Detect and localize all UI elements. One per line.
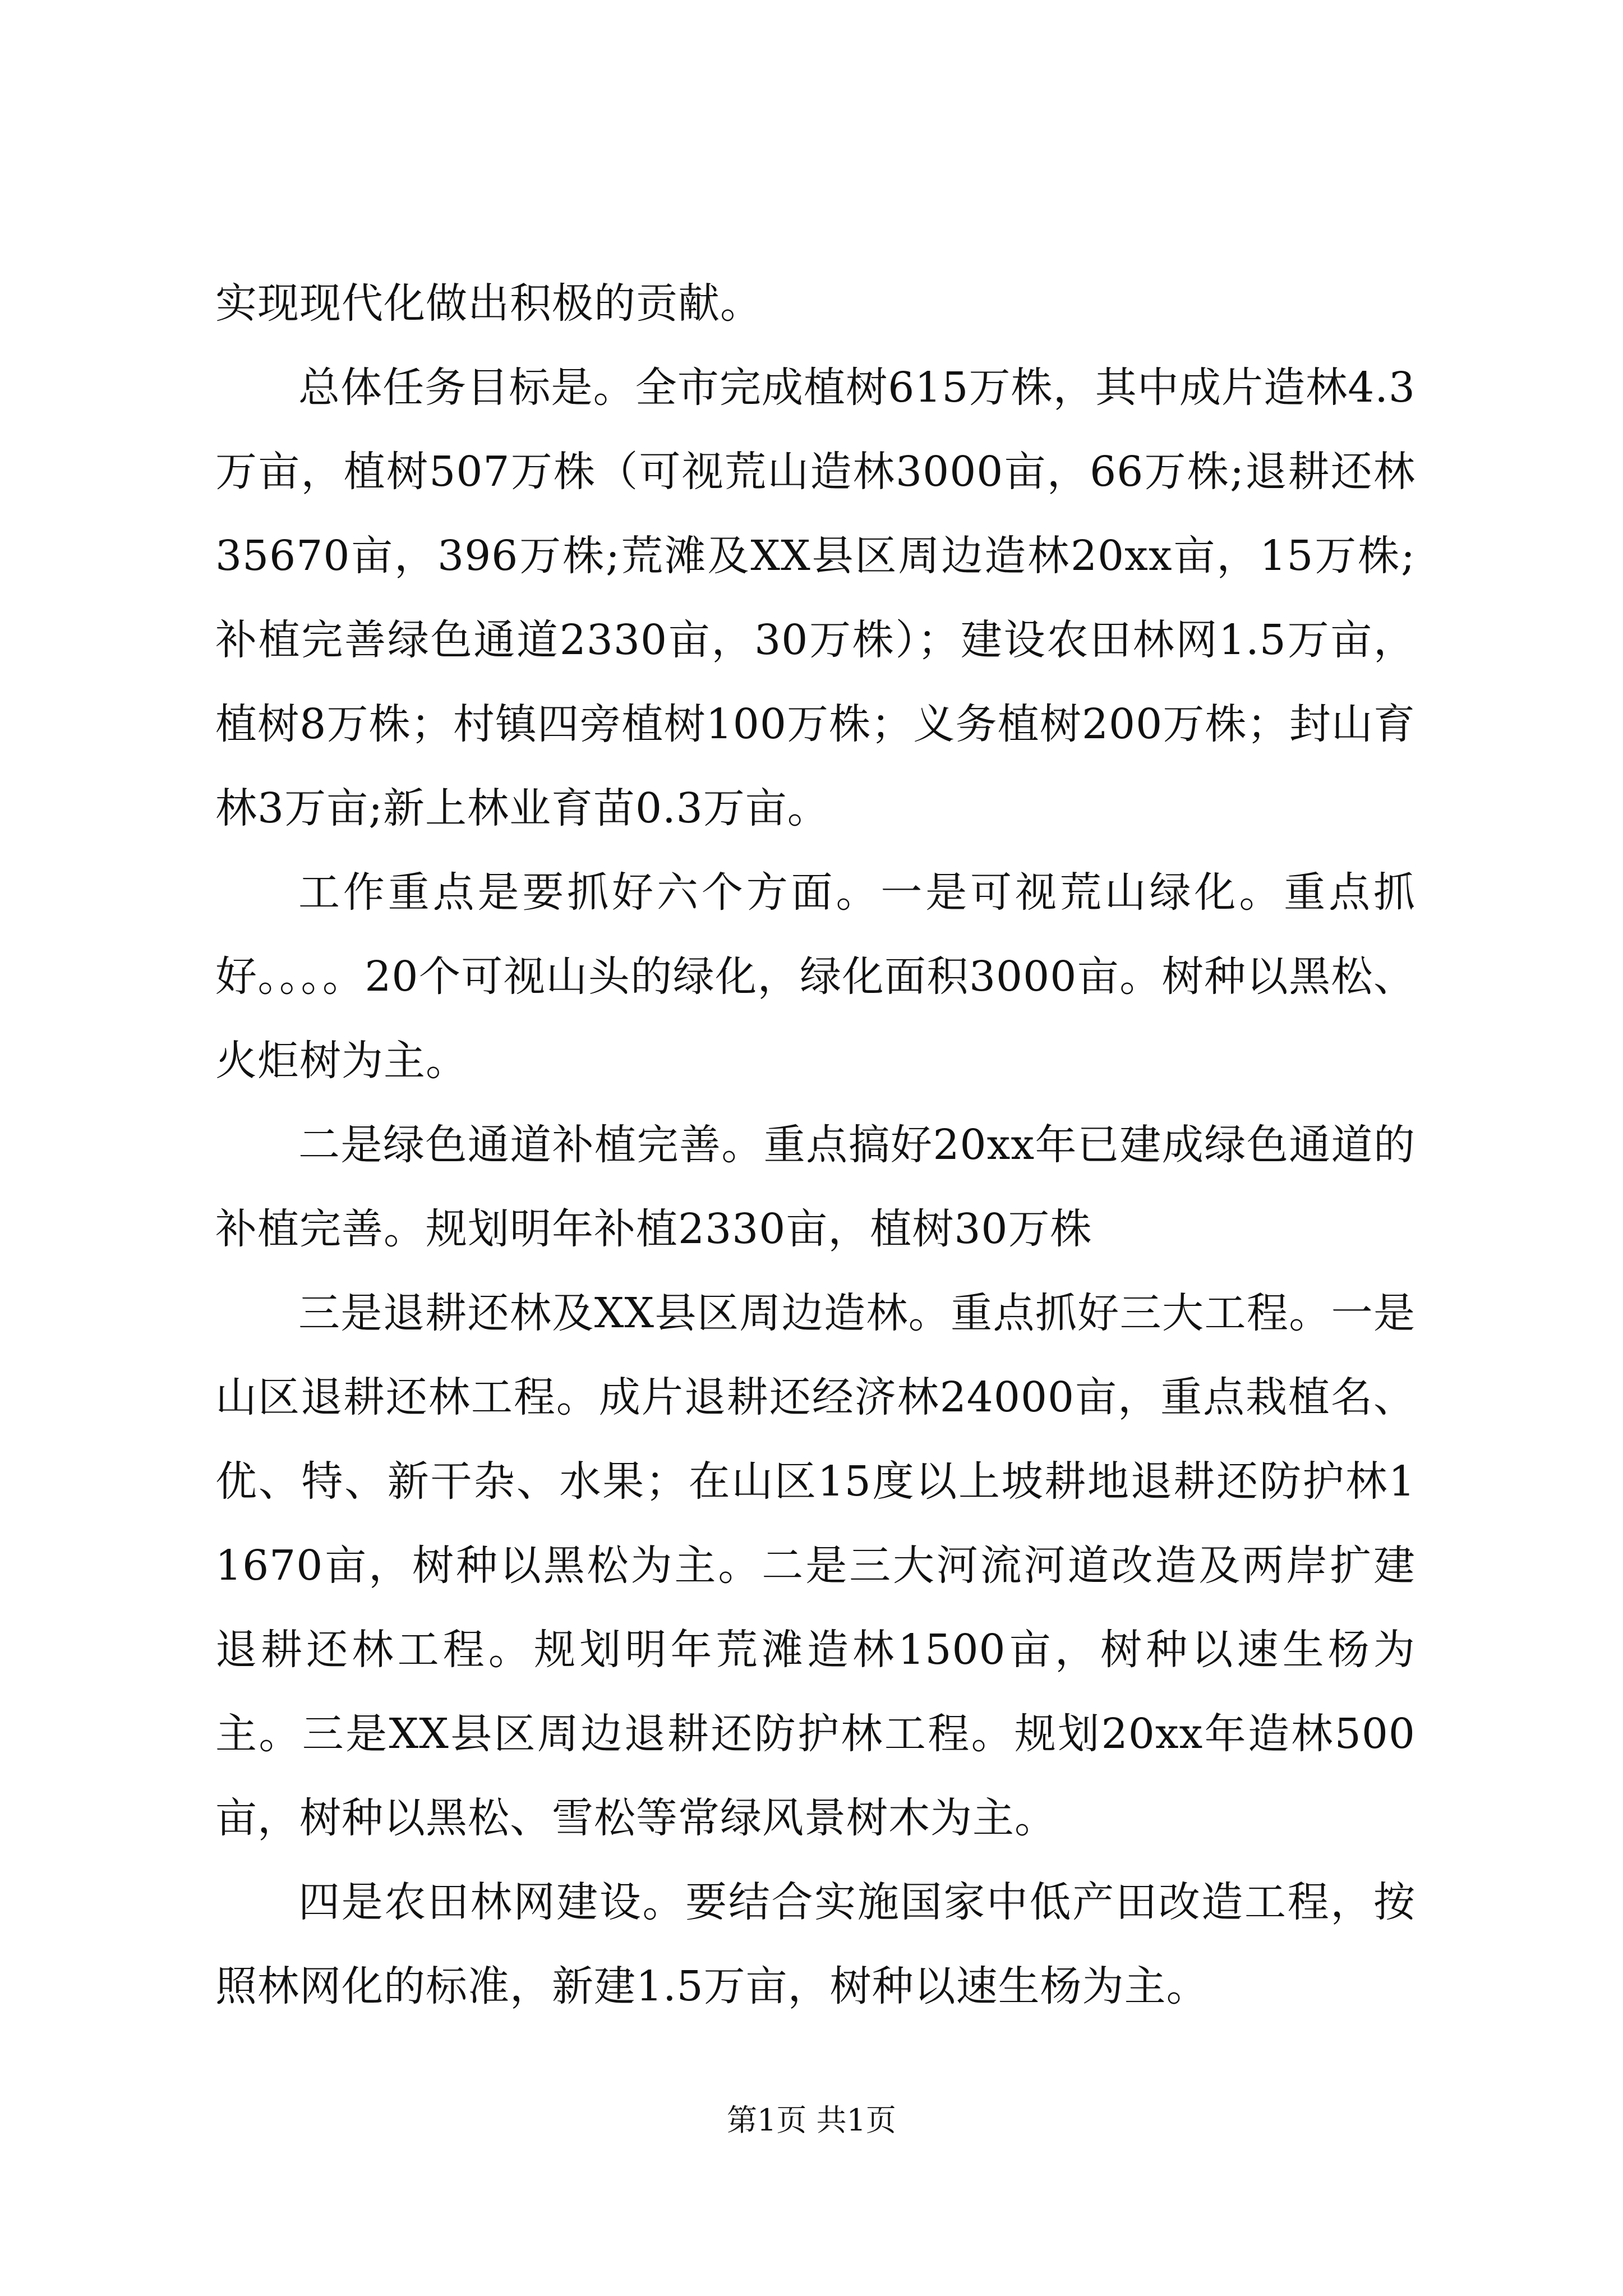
page-footer: 第1页 共1页 bbox=[727, 2102, 896, 2138]
paragraph-4: 二是绿色通道补植完善。重点搞好20xx年已建成绿色通道的补植完善。规划明年补植2330亩，植树30万株 bbox=[215, 1121, 1415, 1253]
paragraph-6: 四是农田林网建设。要结合实施国家中低产田改造工程，按照林网化的标准，新建1.5万亩，树种以速生杨为主。 bbox=[215, 1878, 1415, 2010]
paragraph-1: 实现现代化做出积极的贡献。 bbox=[215, 279, 762, 328]
paragraph-3: 工作重点是要抓好六个方面。一是可视荒山绿化。重点抓好。。。。20个可视山头的绿化，绿化面积3000亩。树种以黑松、火炬树为主。 bbox=[215, 868, 1415, 1085]
document-body bbox=[215, 261, 1415, 2028]
paragraph-2: 总体任务目标是。全市完成植树615万株，其中成片造林4.3万亩，植树507万株（可视荒山造林3000亩，66万株;退耕还林35670亩，396万株;荒滩及XX县区周边造林20xx亩，15万株;补植完善绿色通道2330亩，30万株）；建设农田林网1.5万亩，植树8万株；村镇四旁植树100万株；义务植树200万株；封山育林3万亩;新上林业育苗0.3万亩。 bbox=[215, 364, 1415, 832]
paragraph-5: 三是退耕还林及XX县区周边造林。重点抓好三大工程。一是山区退耕还林工程。成片退耕还经济林24000亩，重点栽植名、优、特、新干杂、水果；在山区15度以上坡耕地退耕还防护林11670亩，树种以黑松为主。二是三大河流河道改造及两岸扩建退耕还林工程。规划明年荒滩造林1500亩，树种以速生杨为主。三是XX县区周边退耕还防护林工程。规划20xx年造林500亩，树种以黑松、雪松等常绿风景树木为主。 bbox=[215, 1289, 1415, 1842]
